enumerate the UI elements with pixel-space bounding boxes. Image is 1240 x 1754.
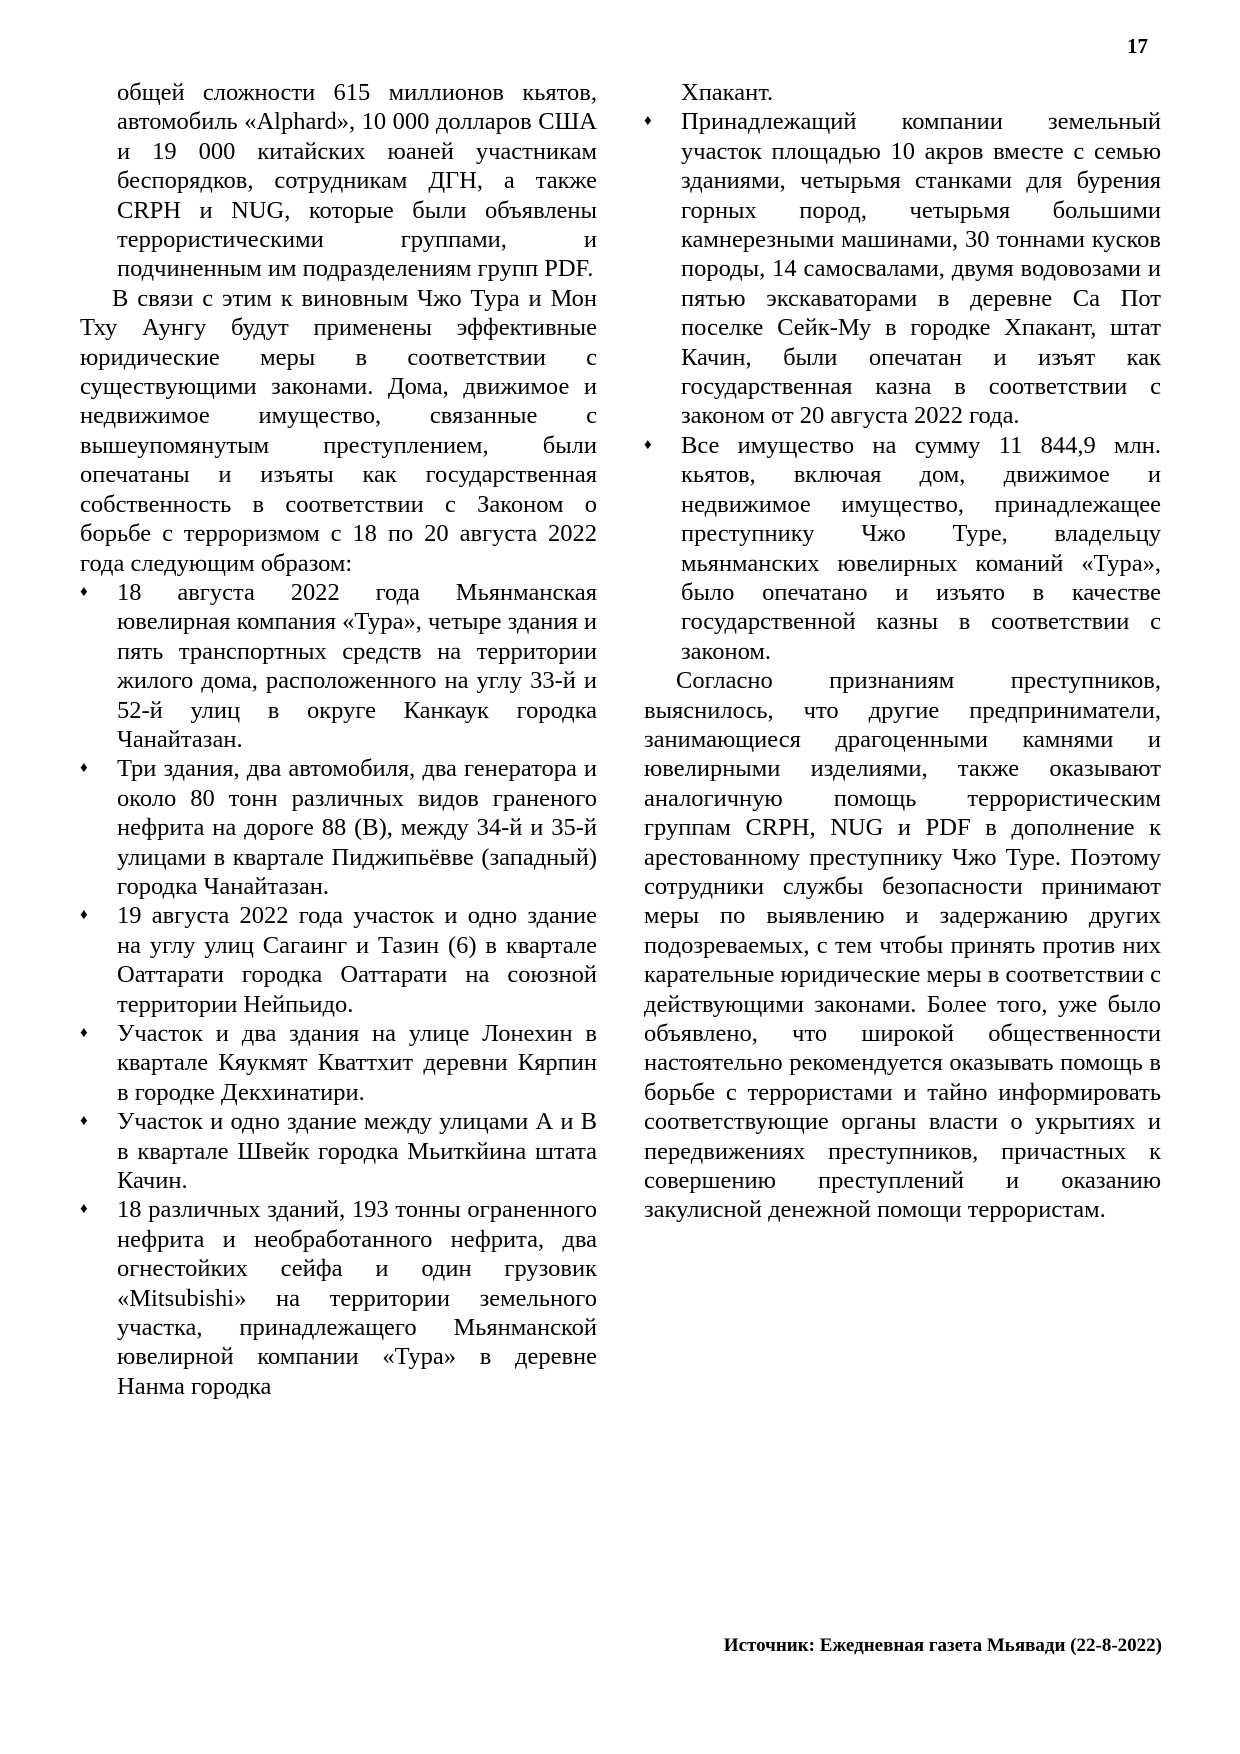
list-item-text: Принадлежащий компании земельный участок площадью 10 акров вместе с семью зданиями, четырьмя станками для бурения горных пород, четырьмя большими камнерезными машинами, 30 тоннами кусков породы, 14 самосвалами, двумя водовозами и пятью экскаваторами в деревне Са Пот поселке Сейк-Му в городке Хпакант, штат Качин, были опечатан и изъят как государственная казна в соответствии с законом от 20 августа 2022 года. xyxy=(681,108,1161,430)
continuation-text: Хпакант. xyxy=(681,79,774,106)
list-item xyxy=(80,1019,597,1107)
diamond-bullet-icon: ♦ xyxy=(644,113,652,130)
list-item xyxy=(644,107,1161,430)
diamond-bullet-icon: ♦ xyxy=(80,907,88,924)
list-item xyxy=(80,578,597,754)
list-item-text: 19 августа 2022 года участок и одно здание на углу улиц Сагаинг и Тазин (6) в квартале Оаттарати городка Оаттарати на союзной территории Нейпьидо. xyxy=(117,902,597,1018)
left-column xyxy=(80,78,597,1401)
page-number: 17 xyxy=(1127,34,1148,58)
list-item-text: Все имущество на сумму 11 844,9 млн. кьятов, включая дом, движимое и недвижимое имущество, принадлежащее преступнику Чжо Туре, владельцу мьянманских ювелирных команий «Тура», было опечатано и изъято в качестве государственной казны в соответствии с законом. xyxy=(681,431,1161,665)
bullet-list xyxy=(644,107,1161,666)
list-item xyxy=(644,431,1161,666)
list-item-text: Три здания, два автомобиля, два генератора и около 80 тонн различных видов граненого нефрита на дороге 88 (В), между 34-й и 35-й улицами в квартале Пиджипьёвве (западный) городка Чанайтазан. xyxy=(117,755,597,900)
list-item-text: Участок и одно здание между улицами А и В в квартале Швейк городка Мьиткйина штата Качин. xyxy=(117,1108,597,1195)
bullet-list xyxy=(80,578,597,1401)
list-item xyxy=(80,1195,597,1401)
list-item xyxy=(80,1107,597,1195)
body-paragraph: В связи с этим к виновным Чжо Тура и Мон Тху Аунгу будут применены эффективные юридические меры в соответствии с существующими законами. Дома, движимое и недвижимое имущество, связанные с вышеупомянутым преступлением, были опечатаны и изъяты как государственная собственность в соответствии с Законом о борьбе с терроризмом с 18 по 20 августа 2022 года следующим образом: xyxy=(80,284,597,577)
list-item xyxy=(80,754,597,901)
continuation-text: общей сложности 615 миллионов кьятов, автомобиль «Alphard», 10 000 долларов США и 19 000 китайских юаней участникам беспорядков, сотрудникам ДГН, а также CRPH и NUG, которые были объявлены террористическими группами, и подчиненным им подразделениям групп PDF. xyxy=(117,79,597,283)
source-citation: Источник: Ежедневная газета Мьявади (22-8-2022) xyxy=(723,1635,1162,1656)
list-item-text: Участок и два здания на улице Лонехин в квартале Кяукмят Кваттхит деревни Кярпин в городке Декхинатири. xyxy=(117,1020,597,1106)
list-item xyxy=(80,901,597,1019)
diamond-bullet-icon: ♦ xyxy=(80,760,88,777)
diamond-bullet-icon: ♦ xyxy=(80,1113,88,1130)
body-paragraph: Согласно признаниям преступников, выяснилось, что другие предприниматели, занимающиеся драгоценными камнями и ювелирными изделиями, также оказывают аналогичную помощь террористическим группам CRPH, NUG и PDF в дополнение к арестованному преступнику Чжо Туре. Поэтому сотрудники службы безопасности принимают меры по выявлению и задержанию других подозреваемых, с тем чтобы принять против них карательные юридические меры в соответствии с действующими законами. Более того, уже было объявлено, что широкой общественности настоятельно рекомендуется оказывать помощь в борьбе с террористами и тайно информировать соответствующие органы власти о укрытиях и передвижениях преступников, причастных к совершению преступлений и оказанию закулисной денежной помощи террористам. xyxy=(644,667,1161,1224)
diamond-bullet-icon: ♦ xyxy=(80,1025,88,1041)
diamond-bullet-icon: ♦ xyxy=(80,1201,88,1218)
diamond-bullet-icon: ♦ xyxy=(644,436,652,453)
list-item-text: 18 августа 2022 года Мьянманская ювелирная компания «Тура», четыре здания и пять транспортных средств на территории жилого дома, расположенного на углу 33-й и 52-й улиц в округе Канкаук городка Чанайтазан. xyxy=(117,578,597,753)
list-item-text: 18 различных зданий, 193 тонны ограненного нефрита и необработанного нефрита, два огнестойких сейфа и один грузовик «Mitsubishi» на территории земельного участка, принадлежащего Мьянманской ювелирной компании «Тура» в деревне Нанма городка xyxy=(117,1196,597,1400)
diamond-bullet-icon: ♦ xyxy=(80,583,88,600)
right-column xyxy=(644,78,1161,1225)
